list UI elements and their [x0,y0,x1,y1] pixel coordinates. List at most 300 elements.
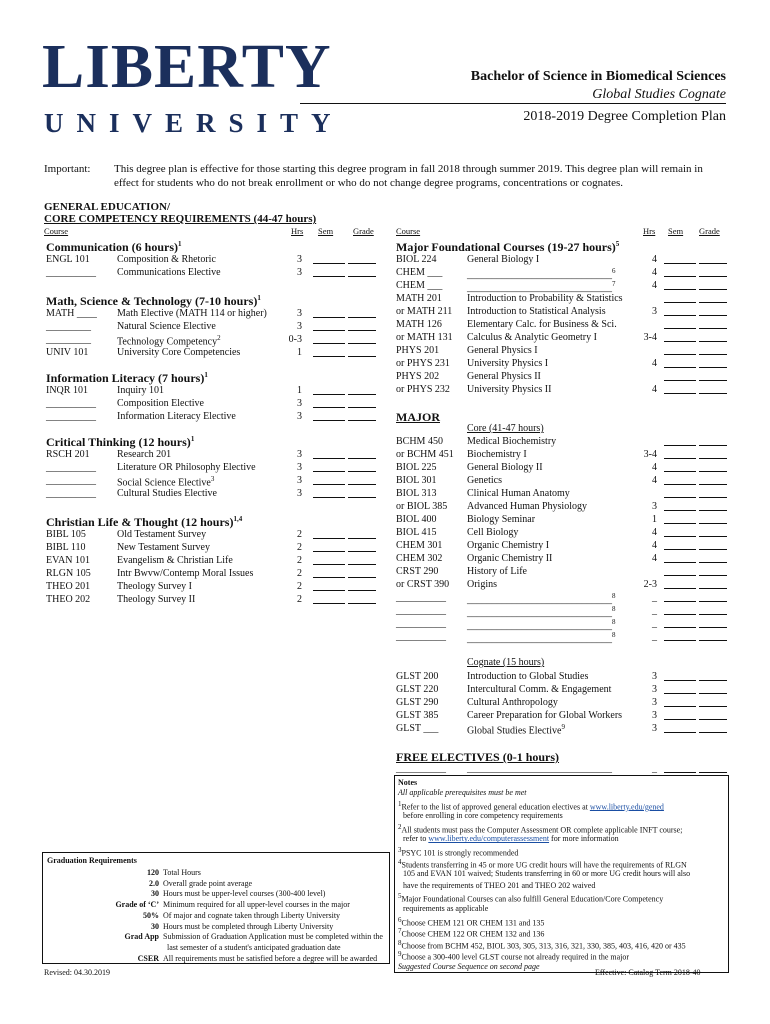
foundational-row [0,332,770,348]
information-literacy-row-desc: Information Literacy Elective [117,411,236,422]
critical-thinking-title: Critical Thinking (12 hours)$^1$ [46,435,195,449]
major-row-desc: Biology Seminar [467,514,536,525]
major-row-sem-blank [664,627,696,628]
math-science-tech-title-sup: 1 [257,294,261,302]
cognate-row-course: GLST ___ [396,723,439,734]
note-line [403,868,690,879]
math-science-tech-title: Math, Science & Technology (7-10 hours)$^1$ [46,294,261,308]
critical-thinking-row-course: __________ [46,475,96,486]
note-text-after: for more information [549,834,619,844]
major-row-hrs: _ [652,631,657,642]
major-row-desc: Cell Biology [467,527,519,538]
foundational-row-desc-sup: 6 [612,267,616,275]
major-row-desc-sup: 8 [612,618,616,626]
major-row-hrs: 4 [652,527,657,538]
major-row-sem-blank [664,471,696,472]
communication-title: Communication (6 hours)$^1$ [46,240,182,254]
major-row-course: CHEM 301 [396,540,443,551]
cognate-row-grade-blank [699,706,727,707]
critical-thinking-row-hrs: 3 [297,462,302,473]
major-row-course: or BIOL 385 [396,501,448,512]
cognate-row-grade-blank [699,680,727,681]
note-line [398,961,540,972]
major-row-desc-sup: 8 [612,605,616,613]
foundational-row [0,346,770,358]
major-row-grade-blank [699,458,727,459]
foundational-row [0,255,770,267]
communication-row-course: __________ [46,267,96,278]
grad-value: Submission of Graduation Application must be completed within the [163,932,383,942]
foundational-row-course: or MATH 211 [396,306,453,317]
cognate-row-sem-blank [664,719,696,720]
information-literacy-title: Information Literacy (7 hours)$^1$ [46,371,208,385]
foundational-row [0,294,770,306]
note-line [403,833,619,844]
foundational-row-desc: Introduction to Statistical Analysis [467,306,606,317]
note-text: Choose CHEM 121 OR CHEM 131 and 135 [401,918,545,928]
grad-value: Total Hours [163,868,201,877]
communication-row-course: ENGL 101 [46,254,90,265]
christian-life-row-desc: Old Testament Survey [117,529,207,540]
notes-title: Notes [398,778,418,787]
christian-life-row-hrs: 2 [297,581,302,592]
major-row-grade-blank [699,549,727,550]
foundational-row-hrs: 3-4 [643,332,657,343]
major-row-grade-blank [699,575,727,576]
foundational-row-course: or PHYS 232 [396,384,450,395]
note-sup: 9 [398,950,402,959]
cognate-row-desc: Intercultural Comm. & Engagement [467,684,612,695]
major-row-sem-blank [664,588,696,589]
major-row-sem-blank [664,562,696,563]
information-literacy-row-hrs: 1 [297,385,302,396]
math-science-tech-row-desc-sup: 2 [217,334,221,342]
grad-key: 120 [147,868,159,877]
critical-thinking-row-hrs: 3 [297,449,302,460]
foundational-row-course: PHYS 201 [396,345,440,356]
math-science-tech-row-hrs: 1 [297,347,302,358]
major-title: MAJOR [396,410,440,424]
cognate-row-course: GLST 290 [396,697,439,708]
cognate-row-desc: Cultural Anthropology [467,697,558,708]
foundational-row-desc: University Physics II [467,384,552,395]
major-row-sem-blank [664,536,696,537]
math-science-tech-row-course: MATH ____ [46,308,97,319]
communication-row-desc: Communications Elective [117,267,221,278]
foundational-row-sem-blank [664,380,696,381]
major-row-desc: _____________________________$^8$ [467,605,616,619]
major-row-sem-blank [664,601,696,602]
cognate-row-sem-blank [664,732,696,733]
math-science-tech-row-desc: Technology Competency$^2$ [117,334,221,348]
cognate-row-course: GLST 220 [396,684,439,695]
foundational-row-sem-blank [664,393,696,394]
grad-key: 2.0 [149,878,159,888]
foundational-row-course: or MATH 131 [396,332,453,343]
major-row-desc: _____________________________$^8$ [467,592,616,606]
major-row-course: BCHM 450 [396,436,443,447]
major-row-sem-blank [664,640,696,641]
major-core-label: Core (41-47 hours) [467,423,544,434]
grad-title: Graduation Requirements [47,856,137,865]
major-row [0,580,770,592]
foundational-row-desc: Calculus & Analytic Geometry I [467,332,597,343]
math-science-tech-row-desc: Math Elective (MATH 114 or higher) [117,308,267,319]
header-divider [300,103,726,104]
major-row-hrs: 3-4 [643,449,657,460]
christian-life-row-desc: Theology Survey II [117,594,196,605]
foundational-row-hrs: 3 [652,306,657,317]
free-elective-row-hrs: _ [652,763,657,774]
left-col-course: Course [44,226,69,236]
major-row-desc-sup: 8 [612,631,616,639]
cognate-row-grade-blank [699,693,727,694]
foundational-row-grade-blank [699,328,727,329]
foundational-row-sem-blank [664,328,696,329]
christian-life-row-hrs: 2 [297,529,302,540]
christian-life-row-desc: Evangelism & Christian Life [117,555,233,566]
foundational-row-desc: University Physics I [467,358,549,369]
major-row [0,567,770,579]
grad-key: CSER [137,953,159,963]
christian-life-row-hrs: 2 [297,594,302,605]
note-line [403,903,488,914]
graduation-requirements-box [42,852,390,964]
foundational-row [0,385,770,397]
information-literacy-row-hrs: 3 [297,411,302,422]
information-literacy-row-course: INQR 101 [46,385,88,396]
cognate-row-hrs: 3 [652,684,657,695]
logo-university: UNIVERSITY [44,108,344,138]
critical-thinking-row-desc: Cultural Studies Elective [117,488,217,499]
major-row-grade-blank [699,588,727,589]
major-row-hrs: _ [652,605,657,616]
major-row-hrs: 4 [652,553,657,564]
information-literacy-row-sem-blank [313,420,345,421]
cognate-row-grade-blank [699,719,727,720]
foundational-row-grade-blank [699,315,727,316]
major-row [0,450,770,462]
information-literacy-row-desc: Composition Elective [117,398,204,409]
major-row [0,632,770,644]
note-sup: 2 [398,822,402,831]
information-literacy-row [0,399,770,411]
major-row-grade-blank [699,640,727,641]
cognate-row-sem-blank [664,680,696,681]
major-row-grade-blank [699,471,727,472]
math-science-tech-row-course: _________ [46,321,91,332]
christian-life-row-hrs: 2 [297,568,302,579]
foundational-row-course: CHEM ___ [396,280,443,291]
math-science-tech-row-course: _________ [46,334,91,345]
math-science-tech-row-course: UNIV 101 [46,347,89,358]
christian-life-row-course: RLGN 105 [46,568,91,579]
major-row [0,502,770,514]
major-row-sem-blank [664,523,696,524]
note-sup: 7 [398,927,402,936]
cognate-row-course: GLST 200 [396,671,439,682]
left-col-grade: Grade [353,226,374,236]
math-science-tech-row-hrs: 3 [297,321,302,332]
christian-life-row-course: THEO 202 [46,594,91,605]
major-row-hrs: 4 [652,462,657,473]
information-literacy-row-desc: Inquiry 101 [117,385,164,396]
gen-ed-heading: GENERAL EDUCATION/ [44,201,171,213]
critical-thinking-row-desc: Social Science Elective$^3$ [117,475,215,489]
free-elective-row-grade-blank [699,772,727,773]
foundational-row-sem-blank [664,354,696,355]
math-science-tech-row-hrs: 3 [297,308,302,319]
right-col-grade: Grade [699,226,720,236]
foundational-row-grade-blank [699,367,727,368]
major-row-course: CRST 290 [396,566,439,577]
note-text: Choose a 300-400 level GLST course not already required in the major [401,953,630,963]
major-row-sem-blank [664,614,696,615]
revised-date: Revised: 04.30.2019 [44,968,110,977]
foundational-row-desc: Elementary Calc. for Business & Sci. [467,319,617,330]
note-text: PSYC 101 is strongly recommended [401,848,519,858]
major-row-desc: Advanced Human Physiology [467,501,587,512]
cognate-row-desc: Introduction to Global Studies [467,671,589,682]
information-literacy-row-sem-blank [313,407,345,408]
critical-thinking-row-desc: Literature OR Philosophy Elective [117,462,256,473]
cognate-row-grade-blank [699,732,727,733]
grad-key: Grade of ‘C’ [115,900,159,910]
communication-row-hrs: 3 [297,254,302,265]
major-row-sem-blank [664,484,696,485]
foundational-row-course: MATH 126 [396,319,442,330]
major-row-sem-blank [664,510,696,511]
major-row-hrs: 4 [652,540,657,551]
major-row-grade-blank [699,614,727,615]
cognate-row [0,711,770,723]
cognate-row-sem-blank [664,693,696,694]
left-col-sem: Sem [318,226,334,236]
cognate-row-desc: Global Studies Elective$^9$ [467,723,565,737]
communication-row-hrs: 3 [297,267,302,278]
core-competency-heading: CORE COMPETENCY REQUIREMENTS (44-47 hours) [44,213,317,225]
degree-title: Bachelor of Science in Biomedical Sciences [470,69,726,84]
major-row-course: __________ [396,618,446,629]
important-text: This degree plan is effective for those starting this degree program in fall 2018 through summer 2019. This degree plan will remain in effect for students who do not break enrollment or who do not change degree programs, concentrations or cognates. [114,163,703,189]
information-literacy-row-grade-blank [348,407,376,408]
foundational-row-course: BIOL 224 [396,254,437,265]
major-row-desc: _____________________________$^8$ [467,618,616,632]
free-elective-row-desc: _____________________________ [467,763,612,774]
foundational-title-sup: 5 [615,240,620,248]
major-row-course: __________ [396,605,446,616]
cognate-row-hrs: 3 [652,710,657,721]
note-text: before enrolling in core competency requirements [403,811,563,821]
critical-thinking-row-course: __________ [46,462,96,473]
foundational-row-sem-blank [664,341,696,342]
math-science-tech-row-desc: University Core Competencies [117,347,241,358]
note-text: Refer to the list of approved general education electives at [401,802,590,812]
foundational-row [0,307,770,319]
major-row-grade-blank [699,484,727,485]
critical-thinking-row-hrs: 3 [297,488,302,499]
foundational-row [0,281,770,293]
major-row-hrs: 3 [652,501,657,512]
note-text: Suggested Course Sequence on second page [398,962,540,971]
foundational-row-grade-blank [699,380,727,381]
christian-life-row-desc: Intr Bwvw/Contemp Moral Issues [117,568,254,579]
major-row-grade-blank [699,562,727,563]
major-row-desc: _____________________________$^8$ [467,631,616,645]
major-row-sem-blank [664,549,696,550]
major-row-desc: Clinical Human Anatomy [467,488,570,499]
foundational-row-desc: _____________________________$^7$ [467,280,616,294]
grad-key: Grad App [124,932,159,942]
cognate-label: Cognate (15 hours) [467,657,545,668]
christian-life-row-desc: Theology Survey I [117,581,192,592]
communication-row-desc: Composition & Rhetoric [117,254,216,265]
cognate-row-hrs: 3 [652,697,657,708]
cognate-row [0,724,770,736]
note-line [403,810,563,821]
major-row-course: CHEM 302 [396,553,443,564]
note-sup: 6 [398,915,402,924]
christian-life-row-course: THEO 201 [46,581,91,592]
foundational-row-sem-blank [664,302,696,303]
note-sup: 8 [398,938,402,947]
major-row-sem-blank [664,445,696,446]
foundational-row-sem-blank [664,315,696,316]
critical-thinking-row-course: __________ [46,488,96,499]
major-row-grade-blank [699,523,727,524]
foundational-row-hrs: 4 [652,254,657,265]
note-text: 105 and EVAN 101 waived; Students transferring in 60 or more UG credit hours will also [403,869,691,879]
foundational-row-grade-blank [699,276,727,277]
foundational-row-hrs: 4 [652,280,657,291]
cognate-row-sem-blank [664,706,696,707]
critical-thinking-title-sup: 1 [190,435,195,443]
major-row-course: __________ [396,592,446,603]
major-row-grade-blank [699,627,727,628]
free-elective-row-course: __________ [396,763,446,774]
note-text: refer to [403,834,429,844]
information-literacy-row-grade-blank [348,420,376,421]
left-col-hrs: Hrs [291,226,304,236]
free-elective-row-sem-blank [664,772,696,773]
major-row [0,528,770,540]
foundational-row-desc: General Biology I [467,254,540,265]
major-row-desc: Genetics [467,475,502,486]
math-science-tech-row-desc: Natural Science Elective [117,321,216,332]
major-row-course: __________ [396,631,446,642]
foundational-row-desc: _____________________________$^6$ [467,267,616,281]
major-row [0,489,770,501]
grad-value: last semester of a student's anticipated graduation date [167,942,341,952]
note-link: www.liberty.edu/gened [589,802,664,812]
major-row-hrs: _ [652,618,657,629]
information-literacy-row-course: __________ [46,398,96,409]
major-row-sem-blank [664,497,696,498]
major-row [0,554,770,566]
foundational-row-hrs: 4 [652,358,657,369]
cognate-row [0,672,770,684]
note-sup: 3 [398,846,402,854]
major-row-grade-blank [699,510,727,511]
major-row [0,606,770,618]
effective-term: Effective: Catalog Term 2018-40 [595,968,701,977]
major-row-course: BIOL 225 [396,462,437,473]
note-sup: 1 [398,799,402,808]
major-row-desc: General Biology II [467,462,543,473]
major-row-hrs: 4 [652,475,657,486]
major-row-grade-blank [699,497,727,498]
major-row-course: BIOL 301 [396,475,437,486]
major-row [0,463,770,475]
grad-value: Overall grade point average [163,878,253,888]
major-row-desc: Medical Biochemistry [467,436,557,447]
note-sup: 5 [398,892,402,901]
cognate-subtitle: Global Studies Cognate [592,87,726,102]
christian-life-row-hrs: 2 [297,555,302,566]
major-row-desc: Origins [467,579,497,590]
foundational-row-sem-blank [664,367,696,368]
cognate-row-course: GLST 385 [396,710,439,721]
note-text: Major Foundational Courses can also fulfill General Education/Core Competency [401,895,664,905]
major-row-course: or CRST 390 [396,579,450,590]
cognate-row [0,698,770,710]
information-literacy-row-course: __________ [46,411,96,422]
christian-life-row-course: BIBL 105 [46,529,86,540]
foundational-row-hrs: 4 [652,267,657,278]
cognate-row-desc: Career Preparation for Global Workers [467,710,623,721]
christian-life-row-course: BIBL 110 [46,542,86,553]
foundational-row [0,268,770,280]
major-row [0,619,770,631]
major-row-hrs: _ [652,592,657,603]
note-link: www.liberty.edu/computerassessment [428,834,550,844]
note-text: Choose CHEM 122 OR CHEM 132 and 136 [401,929,545,939]
christian-life-row-course: EVAN 101 [46,555,90,566]
note-text: requirements as applicable [403,904,489,913]
christian-life-title-sup: 1,4 [233,515,243,523]
major-row-desc: History of Life [467,566,527,577]
foundational-row-grade-blank [699,263,727,264]
foundational-title: Major Foundational Courses (19-27 hours)$^5$ [396,240,620,254]
note-line [398,787,527,798]
grad-value: Hours must be completed through Liberty University [163,921,334,931]
major-row-course: BIOL 313 [396,488,437,499]
major-row-course: BIOL 415 [396,527,437,538]
major-row [0,515,770,527]
foundational-row [0,359,770,371]
christian-life-title: Christian Life & Thought (12 hours)$^{1,4}$ [46,515,243,529]
major-row-sem-blank [664,575,696,576]
foundational-row-course: MATH 201 [396,293,442,304]
christian-life-row-hrs: 2 [297,542,302,553]
right-col-hrs: Hrs [643,226,656,236]
foundational-row-desc: General Physics I [467,345,538,356]
note-text: Students transferring in 45 or more UG credit hours will have the requirements of RLGN [401,860,687,870]
major-row-grade-blank [699,445,727,446]
grad-key: 30 [151,921,159,931]
foundational-row-grade-blank [699,341,727,342]
christian-life-row-desc: New Testament Survey [117,542,210,553]
major-row-desc: Organic Chemistry I [467,540,550,551]
note-line [403,880,595,891]
major-row [0,593,770,605]
cognate-row [0,685,770,697]
grad-key: 30 [151,889,159,899]
critical-thinking-row-desc: Research 201 [117,449,172,460]
math-science-tech-row-hrs: 0-3 [288,334,302,345]
major-row-desc: Organic Chemistry II [467,553,553,564]
grad-value: Of major and cognate taken through Liberty University [163,910,341,920]
